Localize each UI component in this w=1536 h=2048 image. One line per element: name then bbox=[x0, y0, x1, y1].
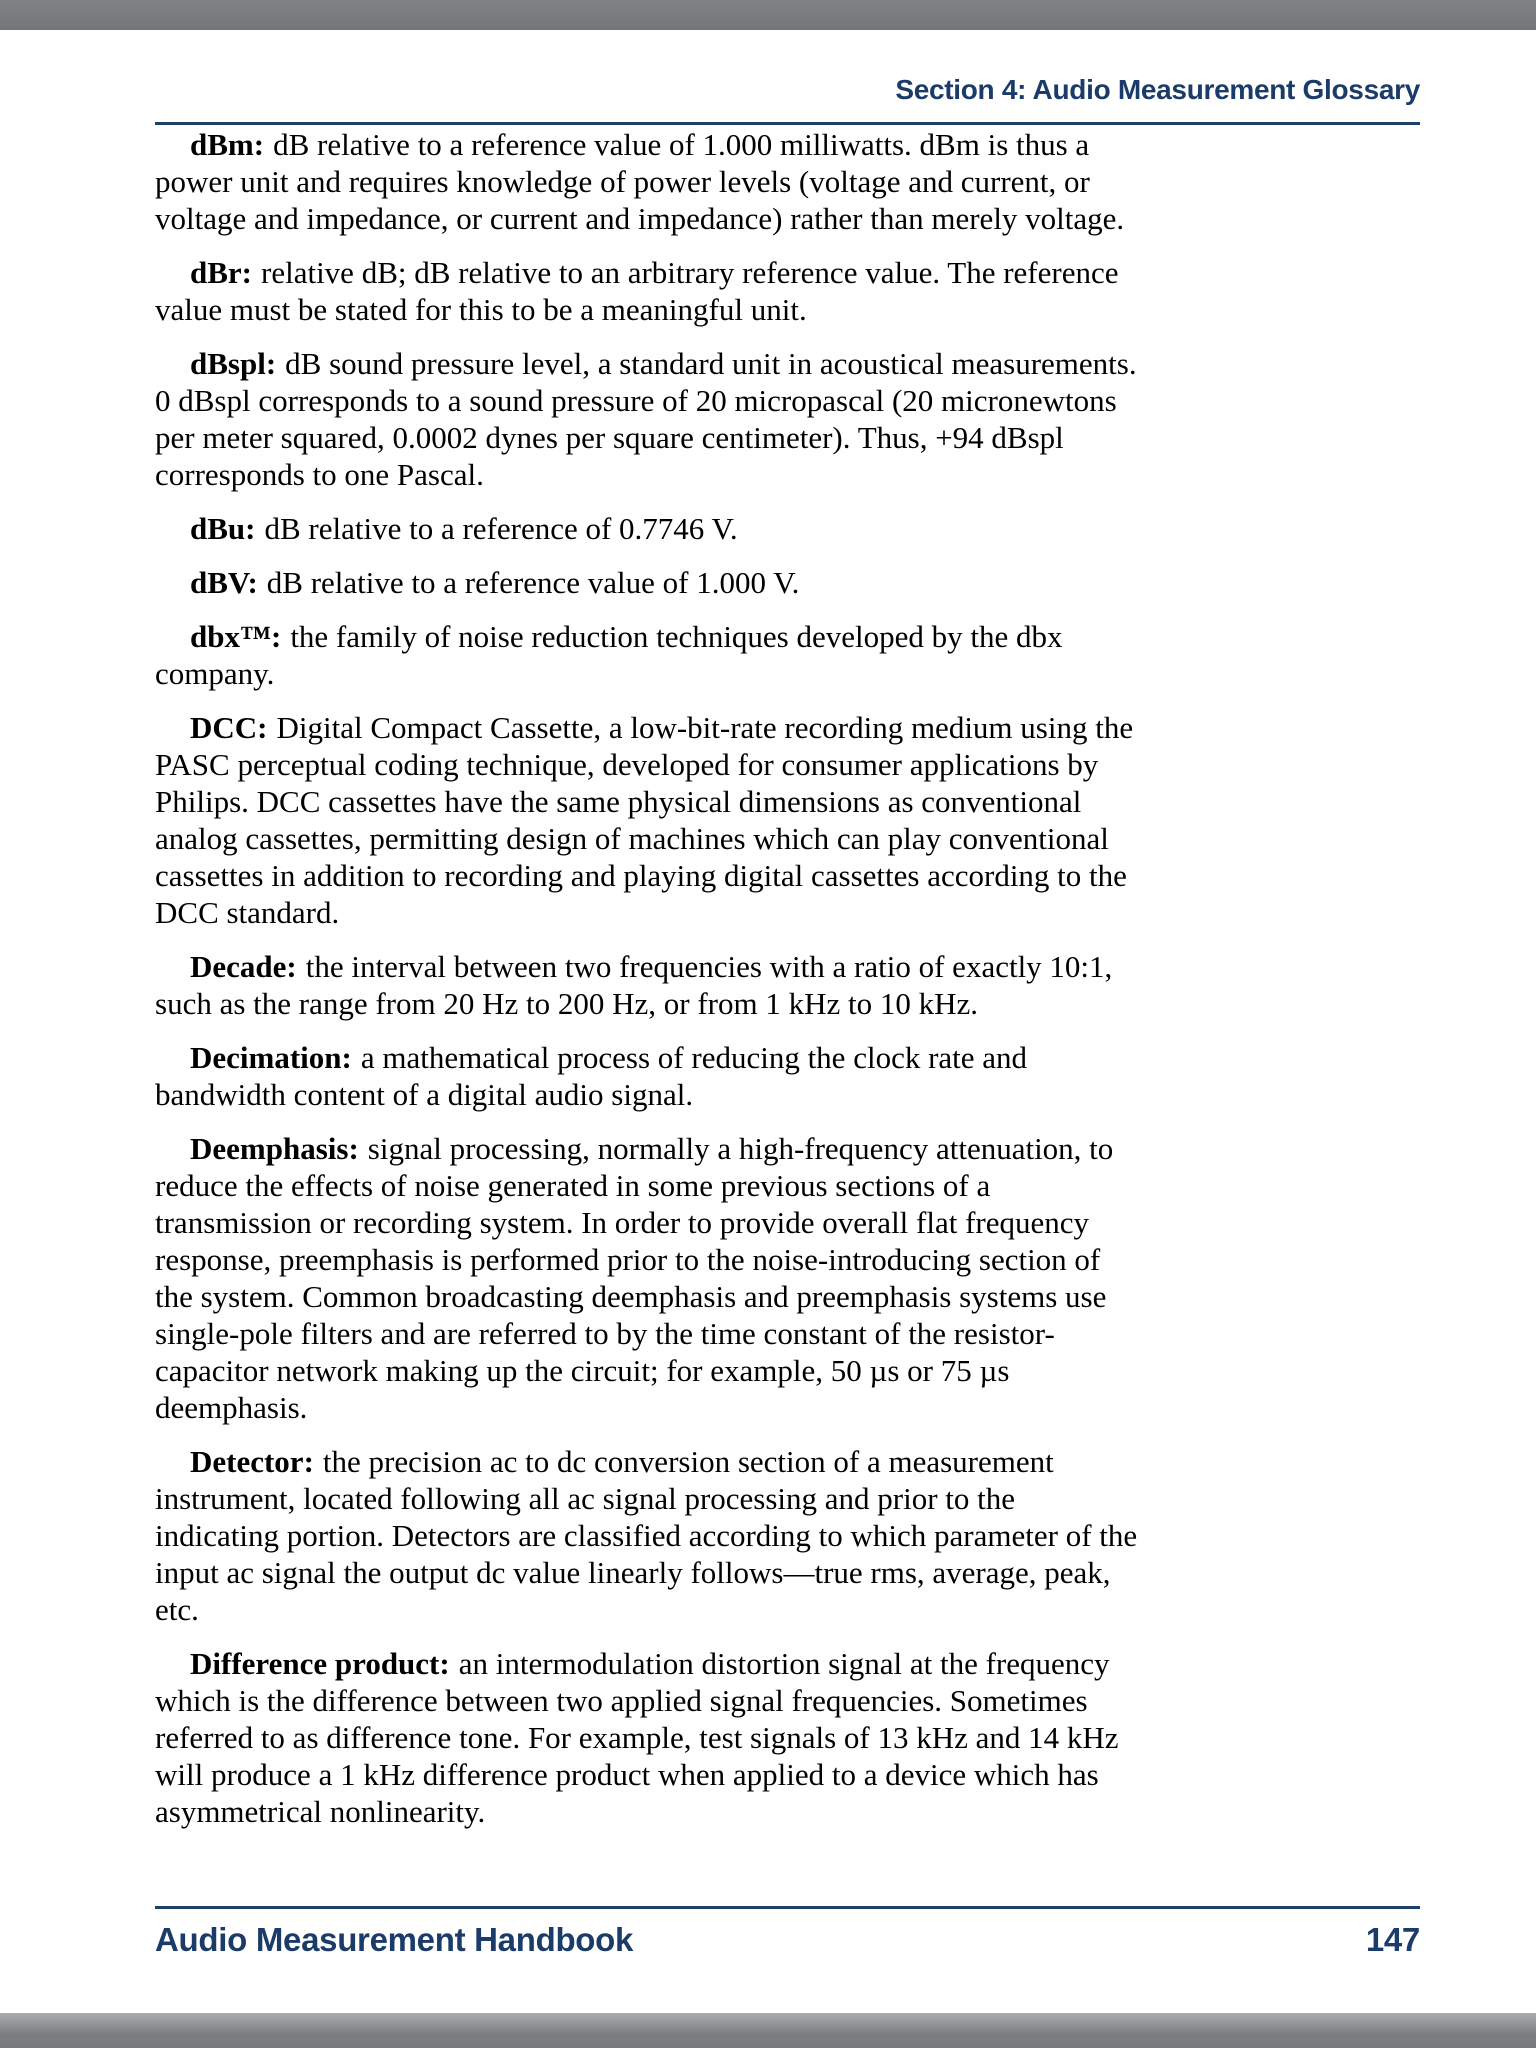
glossary-term: dBm: bbox=[190, 127, 265, 162]
glossary-term: dbx™: bbox=[190, 619, 282, 654]
glossary-entry-dbu bbox=[155, 510, 1145, 547]
glossary-entry-difference-product bbox=[155, 1645, 1145, 1830]
footer-page-number: 147 bbox=[1365, 1921, 1420, 1958]
glossary-term: dBV: bbox=[190, 565, 258, 600]
page-footer bbox=[155, 1906, 1420, 1959]
glossary-definition: Digital Compact Cassette, a low-bit-rate recording medium using the PASC perceptual coding technique, developed for consumer applications by Philips. DCC cassettes have the same physical dimensions as conventional analog cassettes, permitting design of machines which can play conventional cassettes in addition to recording and playing digital cassettes according to the DCC standard. bbox=[155, 710, 1134, 930]
document-page bbox=[0, 30, 1536, 2013]
glossary-entry-dbx bbox=[155, 618, 1145, 692]
glossary-body bbox=[155, 126, 1145, 1847]
glossary-definition: a mathematical process of reducing the clock rate and bandwidth content of a digital audio signal. bbox=[155, 1040, 1028, 1112]
glossary-term: Deemphasis: bbox=[190, 1131, 359, 1166]
glossary-entry-dbspl bbox=[155, 345, 1145, 493]
glossary-definition: the precision ac to dc conversion section of a measurement instrument, located following all ac signal processing and prior to the indicating portion. Detectors are classified according to which parameter of the input ac signal the output dc value linearly follows—true rms, average, peak, etc. bbox=[155, 1444, 1138, 1627]
viewer-chrome-top-bar bbox=[0, 0, 1536, 30]
glossary-term: dBu: bbox=[190, 511, 256, 546]
glossary-entry-dbr bbox=[155, 254, 1145, 328]
glossary-entry-dbm bbox=[155, 126, 1145, 237]
glossary-entry-decade bbox=[155, 948, 1145, 1022]
glossary-entry-dcc bbox=[155, 709, 1145, 931]
glossary-definition: dB relative to a reference value of 1.000 milliwatts. dBm is thus a power unit and requires knowledge of power levels (voltage and current, or voltage and impedance, or current and impedance) rather than merely voltage. bbox=[155, 127, 1125, 236]
glossary-term: dBspl: bbox=[190, 346, 277, 381]
glossary-definition: relative dB; dB relative to an arbitrary reference value. The reference value must be stated for this to be a meaningful unit. bbox=[155, 255, 1119, 327]
glossary-term: Detector: bbox=[190, 1444, 314, 1479]
glossary-definition: an intermodulation distortion signal at the frequency which is the difference between two applied signal frequencies. Sometimes referred to as difference tone. For example, test signals of 13 kHz and 14 kHz will produce a 1 kHz difference product when applied to a device which has asymmetrical nonlinearity. bbox=[155, 1646, 1119, 1829]
viewer-chrome-bottom-bar bbox=[0, 2013, 1536, 2048]
glossary-term: Decade: bbox=[190, 949, 297, 984]
glossary-term: Decimation: bbox=[190, 1040, 352, 1075]
glossary-definition: dB sound pressure level, a standard unit in acoustical measurements. 0 dBspl corresponds to a sound pressure of 20 micropascal (20 micronewtons per meter squared, 0.0002 dynes per square centimeter). Thus, +94 dBspl corresponds to one Pascal. bbox=[155, 346, 1137, 492]
glossary-term: dBr: bbox=[190, 255, 252, 290]
glossary-definition: the family of noise reduction techniques developed by the dbx company. bbox=[155, 619, 1063, 691]
header-rule bbox=[155, 122, 1420, 125]
glossary-entry-deemphasis bbox=[155, 1130, 1145, 1426]
footer-book-title: Audio Measurement Handbook bbox=[155, 1921, 634, 1958]
glossary-definition: signal processing, normally a high-frequency attenuation, to reduce the effects of noise generated in some previous sections of a transmission or recording system. In order to provide overall flat frequency response, preemphasis is performed prior to the noise-introducing section of the system. Common broadcasting deemphasis and preemphasis systems use single-pole filters and are referred to by the time constant of the resistor-capacitor network making up the circuit; for example, 50 µs or 75 µs deemphasis. bbox=[155, 1131, 1114, 1425]
section-header-title: Section 4: Audio Measurement Glossary bbox=[895, 74, 1420, 105]
glossary-term: DCC: bbox=[190, 710, 268, 745]
glossary-term: Difference product: bbox=[190, 1646, 450, 1681]
glossary-definition: the interval between two frequencies with a ratio of exactly 10:1, such as the range from 20 Hz to 200 Hz, or from 1 kHz to 10 kHz. bbox=[155, 949, 1113, 1021]
glossary-definition: dB relative to a reference value of 1.000 V. bbox=[266, 565, 800, 600]
glossary-entry-detector bbox=[155, 1443, 1145, 1628]
glossary-definition: dB relative to a reference of 0.7746 V. bbox=[264, 511, 738, 546]
glossary-entry-dbv bbox=[155, 564, 1145, 601]
glossary-entry-decimation bbox=[155, 1039, 1145, 1113]
